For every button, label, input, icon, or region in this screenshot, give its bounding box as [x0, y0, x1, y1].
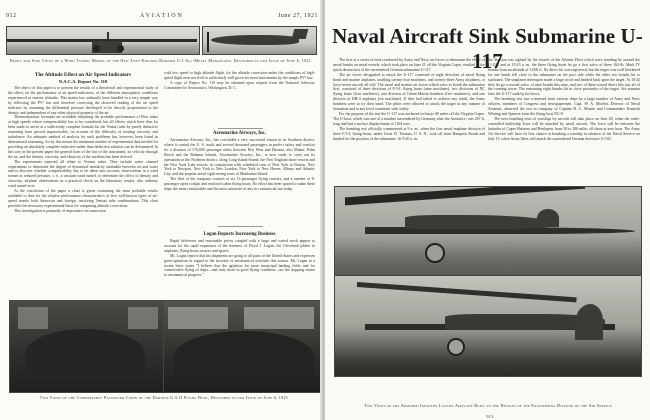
page-number: 912 — [6, 13, 17, 19]
wind-tunnel-model-front-photo — [6, 26, 200, 55]
paragraph: A copy of Report No. 110 may be obtained upon request from the National Advisory Committee for Aeronautics, Washington, D. C. — [164, 80, 315, 90]
paragraph: Rapid deliveries and reasonable prices coupled with a large and varied stock appear to account for the rapid expansion of the business of Floyd J. Logan, the Cleveland jobber in airplanes, flying boats, motors and spares. — [164, 239, 315, 253]
article-altitude-title: The Altitude Effect on Air Speed Indicators — [34, 72, 132, 78]
paragraph: Mr. Logan reports that his shipments are going to all parts of the United States and expresses great optimism in regard to the increase of aeronautical activities this season. Mr. Logan in a recent letter states "I believe that the agitation for more municipal landing fields and for conservative flying of ships—and only those in good flying condition—are the stepping stones to aeronautical progress." — [164, 253, 315, 278]
paragraph: The next bombing tests of warships by aircraft will take place on June 28, when the radio-controlled battleship Iowa will be attacked by naval aircraft. The Iowa will be between the latitudes of Capes Hatteras and Henlopen, from 50 to 100 miles off shore at zero hour. The Army Air Service will have its first chance at bombing a warship in advance of the Naval Service on July 13, when Army fliers will attack the surrendered German destroyer G-102. — [488, 116, 640, 141]
article-aeromarine-body — [164, 138, 315, 220]
paragraph: The experiments reported all relate to Venturi tubes. They include water channel experiments to determine the degree of dynamical similarity attainable between air and water and to discover whether compressibility has to be taken into account; observations in a wind stream at reduced pressure, i. e., a vacuum wind tunnel, to determine the effect of density and viscosity; airplane observations as a practical check on the laboratory results; also ordinary wind tunnel tests. — [8, 159, 158, 189]
paragraph: Aeromarine Airways, Inc., has concluded a very successful season in its Southern district, where it carried the U. S. mails and several thousand passengers in perfect safety and comfort for a distance of 376,000 passenger miles between Key West and Havana, also Miami, Palm Beach and the Bahama Islands. Aeromarine Airways, Inc., is now ready to carry out its operations in the Northern district, along Long Island Sound, the New England shore resorts and the New York Lake resorts, in conjunction with scheduled runs of New York to Boston, New York to Newport, New York to New London, New York to New Haven, Albany and Atlantic City, and the popular aerial sight-seeing tours of Manhattan Island. — [164, 138, 315, 177]
paragraph: The bombing test was witnessed from various ships by a large number of Army and Navy officers, members of Congress and newspapermen. Capt. W. A. Moffett, Director of Naval Aviation, observed the test in company of Captain H. C. Mustin and Commanders Kenneth Whiting and Spencer from the flying boat NC-8. — [488, 97, 640, 116]
wind-tunnel-model-side-photo — [202, 26, 317, 55]
article-altitude-col2 — [164, 71, 315, 91]
top-photo-caption: Front and Side Views of a Wind Tunnel Model of the New Twin-Engined Dornier G.1 All-Metal Monoplane, Described in our Issue of June 6, 1921 — [9, 58, 312, 63]
running-head: AVIATION — [140, 13, 184, 19]
divider — [218, 128, 263, 129]
paragraph: At the conclusion of the paper a chart is given containing the most probable results available to date for the relative performance characteristics of five well-known types of air-speed nozzle both American and foreign, involving Venturi tube combinations. This chart provides the necessary experimental basis for computing altitude corrections. — [8, 189, 158, 208]
article-altitude-subtitle: N.A.C.A. Report No. 110 — [58, 79, 108, 84]
paragraph: The bombing test officially commenced at 9 a. m., when the first naval seaplane division of three F-5-L flying boats, under Lieut. D. Thomas, U. S. N., took off from Hampton Roads and headed for the position of the submarine. At 9:20 a. m. — [333, 126, 485, 141]
paragraph: This investigation is primarily of importance in connection — [14, 208, 106, 213]
paragraph: The first of a series of tests conducted by Army and Navy air forces to determine the effect of aerial bombs on naval vessels, which took place on June 21 off the Virginia Capes, resulted in the quick destruction of the surrendered German submarine U-117. — [333, 58, 485, 72]
issue-date: June 27, 1921 — [278, 13, 318, 19]
paragraph: For the purpose of the test the U-117 was anchored in buoys 60 miles off the Virginia Capes. The U-boat, which was one of a number surrendered by Germany after the Armistice, was 267 ft. long and had a surface displacement of 1164 tons. — [333, 111, 485, 126]
passenger-cabin-photo-left — [9, 300, 164, 393]
article-logan-body — [164, 239, 315, 285]
submarine-article-col1 — [333, 58, 485, 178]
liaison-airplane-photo-top — [334, 186, 642, 276]
page-number-right: 913 — [486, 414, 494, 419]
liaison-airplane-photo-bottom — [334, 275, 642, 377]
paragraph: the division was sighted by the vessels of the Atlantic Fleet which were standing by around the U-117, and at 10:23 a. m. the three flying boats let go a first salvo of three 163-lb. Mark IV bombs from an altitude of 1,000 ft. No direct hit was registered, but the target was well bracketed for one bomb fell close to the submarine on the port side while the other two bombs hit to starboard. The seaplanes thereupon made a large circle and headed back upon the target. At 10:32 they let go a second salvo, of nine bombs this time, and two of these scored direct hits just aft of the conning tower. The remaining eight bombs hit in close proximity of the target. Six minutes later the U-117 sank by her bows. — [488, 58, 640, 97]
paragraph: The fleet of the company consists of six 11-passenger flying cruisers, and a number of 6-passenger open cockpit and enclosed cabin flying boats. No effort has been spared to make these ships the most comfortable and the most attractive of any in commercial use today. — [164, 177, 315, 192]
left-page — [0, 0, 323, 420]
passenger-cabin-photo-right — [163, 300, 322, 393]
bottom-photo-caption-left: Two Views of the Comfortable Passenger Cabin of the Dornier G.S.II Flying Boat, Described in our Issue of June 6, 1921 — [39, 395, 289, 400]
paragraph: The air forces designated to attack the U-117 consisted of eight divisions of naval flying boats and marine airplanes, totalling twenty-four machines, and twenty-three Army airplanes, or forty-seven aircraft all told. The naval and marine air forces which were to bomb the submarine first, consisted of three divisions of F-5-L flying boats (nine machines), two divisions of NC flying boats (four machines), one division of Glenn Martin bombers (five machines), and one division of DH-4 airplanes (six machines). If they had failed to achieve any result, the Army bombers were to try their hand. The pilots were allowed to attack the target in any manner of formation and at any level consistent with safety. — [333, 72, 485, 112]
article-aeromarine-title: Aeromarine Airways, Inc. — [213, 131, 266, 136]
bottom-photo-caption-right: Two Views of the Armored Infantry Liaison Airplane Built to the Designs of the Engineering Division of the Air Service — [364, 403, 612, 408]
paragraph: Thermodynamic formulas are available indicating the probable performance of Pitot tubes at high speeds where compressibility has to be considered, but all efforts which have thus far been made to arrive at a sufficiently complete formula for the Venturi tube by purely deductive reasoning have proved impracticable, on account of the difficulty of treating viscosity and turbulence. An adequate method of analysis for such problems has, however, been found in dimensional reasoning, for by this means the minimum number of experimental data needed for providing an absolutely complete inductive rather than deductive solution can be determined. In this way in the present paper the general form of the law of the instrument, its velocity through the air, and the density, viscosity, and elasticity of the medium has been derived. — [8, 115, 158, 159]
paragraph: The object of this paper is to present the results of a theoretical and experimental study of the effect, on the performance of air speed indicators, of the different atmospheric conditions experienced at various altitudes. This matter has ordinarily been handled in a very simple way by following the PV² law and therefore correcting the observed reading of the air speed indicator by assuming the differential pressure developed to be directly proportional to the density and independent of any other physical property of the air. — [8, 86, 158, 115]
article-logan-title: Logan Reports Increasing Business — [203, 232, 276, 237]
submarine-article-col2 — [488, 58, 640, 180]
article-altitude-col1 — [8, 86, 158, 264]
divider — [218, 226, 263, 227]
headline: Naval Aircraft Sink Submarine U-117 — [332, 24, 643, 73]
paragraph: with low speed or high altitude flight, for the altitude correction under the conditions of high-speed flight near sea level is sufficiently well given for most instruments by the simple PV² law. — [164, 71, 315, 80]
